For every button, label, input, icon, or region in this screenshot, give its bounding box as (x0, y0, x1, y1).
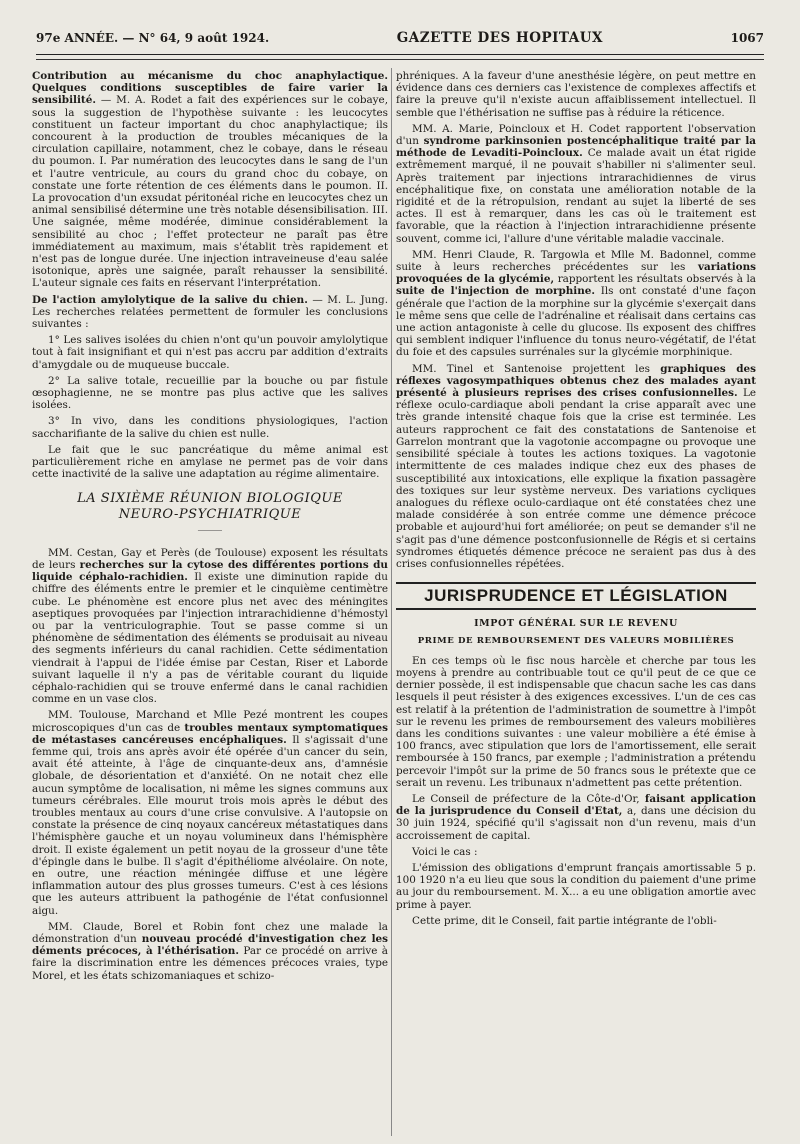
report-metastases-body: Il s'agissait d'une femme qui, trois ans après avoir été opérée d'un cancer du sein, avait été atteinte, à l'âge de cinquante-deux ans, d'amnésie globale, de désorientation et d'anxiété. On ne notait chez elle aucun symptôme de localisation, ni même les signes communs aux tumeurs cérébrales. Elle mourut trois mois après le début des troubles mentaux au cours d'une crise convulsive. A l'autopsie on constate la présence de cinq noyaux cancéreux métastatiques dans l'hémisphère gauche et un noyau volumineux dans l'hémisphère droit. Il existe également un petit noyau de la grosseur d'une tête d'épingle dans le bulbe. Il s'agit d'épithéliome alvéolaire. On note, en outre, une réaction méningée diffuse et une légère inflammation autour des plus grosses tumeurs. C'est à ces lésions que les auteurs attribuent la pathogénie de l'état confusionnel aigu. (32, 733, 388, 917)
report-cytose-body: Il existe une diminution rapide du chiffre des éléments entre le premier et le cinquième centimètre cube. Le phénomène est encore plus net avec des méningites aseptiques provoquées par l'injection intrarachidienne d'hémostyl ou par la ventriculographie. Tout se passe comme si un phénomène de sédimentation des éléments se produisait au niveau des segments inférieurs du canal rachidien. Cette sédimentation viendrait à l'appui de l'idée émise par Cestan, Riser et Laborde suivant laquelle il n'y a pas de véritable courant du liquide céphalo-rachidien qui se trouve enfermé dans le canal rachidien comme en un vase clos. (32, 571, 388, 706)
page-header (36, 30, 764, 55)
report-cytose-title: recherches sur la cytose des différentes portions du liquide céphalo-rachidien. (32, 558, 388, 584)
report-reflexes-body: Le réflexe oculo-cardiaque aboli pendant la crise apparaît avec une très grande intensité chaque fois que la crise est terminée. Les auteurs rapprochent ce fait des constatations de Santenoise et Garrelon montrant que la vagotonie accompagne ou provoque une sensibilité spéciale à toutes les actions toxiques. La vagotonie intermittente de ces malades indique chez eux des phases de susceptibilité aux intoxications, elle explique la fixation passagère des toxiques sur leur système nerveux. Des variations cycliques analogues du réflexe oculo-cardiaque ont été constatées chez une malade considérée à son entrée comme une démence précoce probable et aujourd'hui fort améliorée; on peut se demander s'il ne s'agit pas d'une démence postconfusionnelle de Régis et si certains syndromes étiquetés démence précoce ne seraient pas dus à des crises confusionnelles répétées. (396, 387, 756, 570)
tax-decision-lead: faisant application de la jurisprudence du Conseil d'Etat, (396, 792, 756, 818)
report-etherisation-body: Par ce procédé on arrive à faire la discrimination entre les démences précoces vraies, type Morel, et les états schizomaniaques et schizo- (32, 945, 388, 982)
report-reflexes (396, 363, 756, 570)
left-column (32, 70, 388, 1136)
report-parkinson-authors: MM. A. Marie, Poincloux et H. Codet rapportent l'observation d'un (396, 122, 756, 148)
report-parkinson (396, 123, 756, 245)
etherisation-continued: phréniques. A la faveur d'une anesthésie légère, on peut mettre en évidence dans ces derniers cas l'existence de complexes affectifs et faire la preuve qu'il n'existe aucun affaiblissement intellectuel. Il semble que l'éthérisation ne suffise pas à réduire la réticence. (396, 70, 756, 119)
report-metastases-authors: MM. Toulouse, Marchand et Mlle Pezé montrent les coupes microscopiques d'un cas de (32, 709, 388, 734)
report-etherisation (32, 921, 388, 982)
report-metastases-title: troubles mentaux symptomatiques de métastases cancéreuses encéphaliques. (32, 721, 388, 746)
header-divider (36, 59, 764, 60)
jurisprudence-heading: JURISPRUDENCE ET LÉGISLATION (396, 582, 756, 610)
report-glycemie-title-2: suite de l'injection de morphine. (396, 285, 596, 298)
right-column (396, 70, 756, 1136)
report-glycemie-mid: rapportent les résultats observés à la (557, 273, 756, 286)
journal-title: GAZETTE DES HOPITAUX (396, 30, 603, 46)
saliva-conclusion-2: 2° La salive totale, recueillie par la bouche ou par fistule œsophagienne, ne se montre pas plus active que les salives isolées. (32, 374, 388, 412)
tax-case-conclusion: Cette prime, dit le Conseil, fait partie intégrante de l'obli- (412, 914, 717, 927)
report-parkinson-body: Ce malade avait un état rigide extrêmement marqué, il ne pouvait s'habiller ni s'alimenter seul. Après traitement par injections intrarachidiennes de virus encéphalitique fixe, on constata une amélioration notable de la rigidité et de la rétropulsion, rendant au sujet la liberté de ses actes. Il est à remarquer, dans les cas où le traitement est favorable, que la réaction à l'injection intrarachidienne présente souvent, comme ici, l'allure d'une véritable maladie vaccinale. (396, 147, 756, 245)
section-heading-line-2: NEURO-PSYCHIATRIQUE (118, 506, 302, 522)
report-reflexes-title: graphiques des réflexes vagosympathiques obtenus chez des malades ayant présenté à plusieurs reprises des crises confusionnelles. (396, 362, 756, 400)
article-saliva-body: — M. L. Jung. Les recherches relatées permettent de formuler les conclusions suivantes : (32, 293, 388, 331)
report-metastases (32, 709, 388, 916)
report-etherisation-authors: MM. Claude, Borel et Robin font chez une malade la démonstration d'un (32, 920, 388, 945)
article-saliva (32, 294, 388, 331)
saliva-conclusion-1: 1° Les salives isolées du chien n'ont qu'un pouvoir amylolytique tout à fait insignifiant et qui n'est pas accru par addition d'extraits d'amygdale ou de muqueuse buccale. (32, 334, 388, 371)
saliva-conclusion-3: 3° In vivo, dans les conditions physiologiques, l'action saccharifiante de la salive du chien est nulle. (32, 415, 388, 440)
tax-case-body: L'émission des obligations d'emprunt français amortissable 5 p. 100 1920 n'a eu lieu que sous la condition du paiement d'une prime au jour du remboursement. M. X... a eu une obligation amortie avec prime à payer. (396, 861, 756, 911)
report-cytose-authors: MM. Cestan, Gay et Perès (de Toulouse) exposent les résultats de leurs (32, 546, 388, 571)
report-cytose (32, 547, 388, 706)
tax-decision-body: a, dans une décision du 30 juin 1924, spécifié qu'il s'agissait non d'un revenu, mais d'un accroissement de capital. (396, 805, 756, 842)
article-anaphylaxis-body: — M. A. Rodet a fait des expériences sur le cobaye, sous la suggestion de l'hypothèse suivante : les leucocytes constituent un facteur important du choc anaphylactique; ils concourent à la production de troubles mécaniques de la circulation capillaire, notamment, chez le cobaye, dans le réseau du poumon. I. Par numération des leucocytes dans le sang de l'un et l'autre ventricule, au cours du grand choc du cobaye, on constate une forte rétention de ces éléments dans le poumon. II. La provocation d'un exsudat péritonéal riche en leucocytes chez un animal sensibilisé détermine une très notable désensibilisation. III. Une saignée, même modérée, diminue considérablement la sensibilité au choc ; l'effet protecteur ne paraît pas être immédiatement au maximum, mais s'établit très rapidement et n'est pas de longue durée. Une injection intraveineuse d'eau salée isotonique, après une saignée, paraît rehausser la sensibilité. L'auteur signale ces faits en réservant l'interprétation. (32, 94, 388, 290)
article-anaphylaxis-title: Contribution au mécanisme du choc anaphylactique. Quelques conditions susceptibles de faire varier la sensibilité. (32, 70, 388, 107)
section-heading-line-1: LA SIXIÈME RÉUNION BIOLOGIQUE (77, 490, 343, 506)
section-heading (32, 491, 388, 523)
ornament-divider: ⸻ (197, 524, 223, 536)
page-number: 1067 (730, 31, 764, 45)
tax-decision (396, 793, 756, 842)
report-etherisation-title: nouveau procédé d'investigation chez les déments précoces, à l'éthérisation. (32, 933, 388, 958)
saliva-final-note: Le fait que le suc pancréatique du même animal est particulièrement riche en amylase ne permet pas de voir dans cette inactivité de la salive une adaptation au régime alimentaire. (32, 443, 388, 481)
column-divider (391, 68, 392, 1136)
article-saliva-title: De l'action amylolytique de la salive du chien. (32, 293, 308, 306)
tax-decision-pre: Le Conseil de préfecture de la Côte-d'Or, (412, 792, 640, 805)
report-reflexes-authors: MM. Tinel et Santenoise projettent les (412, 362, 650, 375)
report-glycemie-body: Ils ont constaté d'une façon générale que l'action de la morphine sur la glycémie s'exerçait dans le même sens que celle de l'adrénaline et réalisait dans certains cas une action antagoniste à celle du glucose. Ils exposent des chiffres qui semblent indiquer l'influence du tonus neuro-végétatif, de l'état du foie et des capsules surrénales sur la glycémie morphinique. (396, 285, 756, 359)
report-glycemie-title: variations provoquées de la glycémie, (396, 261, 756, 286)
tax-intro: En ces temps où le fisc nous harcèle et cherche par tous les moyens à prendre au contribuable tout ce qu'il peut de ce que ce dernier possède, il est indispensable que chacun sache les cas dans lesquels il peut résister à des exigences excessives. L'un de ces cas est relatif à la prétention de l'administration de soumettre à l'impôt sur le revenu les primes de remboursement des valeurs mobilières dans les conditions suivantes : une valeur mobilière a été émise à 100 francs, avec stipulation que lors de l'amortissement, elle serait remboursée à 150 francs, par exemple ; l'administration a prétendu percevoir l'impôt sur la prime de 50 francs sous le prétexte que ce serait un revenu. Les tribunaux n'admettent pas cette prétention. (396, 654, 756, 789)
report-glycemie-authors: MM. Henri Claude, R. Targowla et Mlle M. Badonnel, comme suite à leurs recherches précédentes sur les (396, 248, 756, 274)
issue-info: 97e ANNÉE. — N° 64, 9 août 1924. (36, 31, 270, 45)
premium-subheading: PRIME DE REMBOURSEMENT DES VALEURS MOBILIÈRES (417, 635, 735, 646)
tax-case-label: Voici le cas : (412, 845, 478, 858)
tax-subheading: IMPOT GÉNÉRAL SUR LE REVENU (474, 618, 678, 630)
article-anaphylaxis (32, 70, 388, 290)
report-parkinson-title: syndrome parkinsonien postencéphalitique traité par la méthode de Levaditi-Poincloux. (396, 135, 756, 160)
report-glycemie (396, 249, 756, 359)
